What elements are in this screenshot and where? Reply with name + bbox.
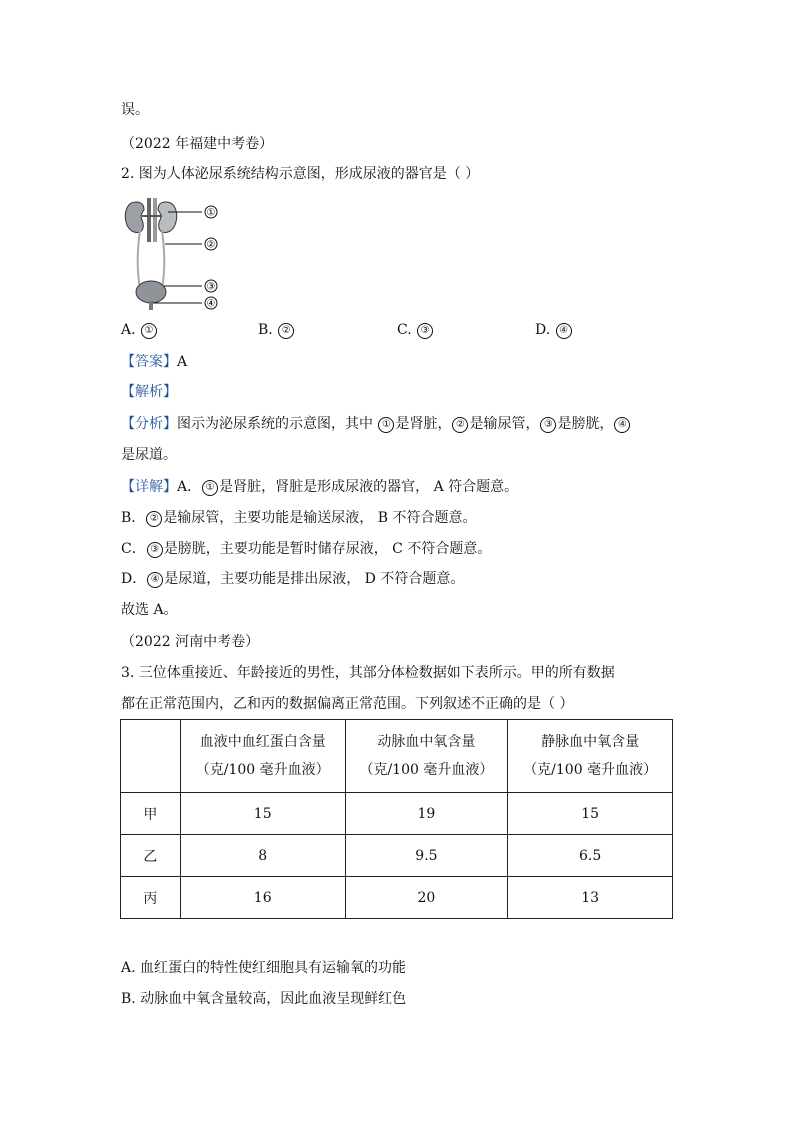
- option-letter: C.: [397, 322, 412, 338]
- xiangjie-d: [121, 569, 464, 589]
- q3-stem-2: 都在正常范围内，乙和丙的数据偏离正常范围。下列叙述不正确的是（ ）: [121, 696, 574, 712]
- q3-source: （2022 河南中考卷）: [121, 634, 260, 650]
- answer-line: [121, 352, 187, 372]
- analysis-label: 【解析】: [121, 384, 177, 400]
- option-mark: ④: [556, 323, 572, 339]
- mark-4: ④: [147, 572, 163, 588]
- label-2: ②: [206, 239, 216, 251]
- fenxi-text: 是输尿管，: [469, 416, 540, 432]
- mark-3: ③: [147, 542, 163, 558]
- label-3: ③: [206, 281, 216, 293]
- q3-option-b: B. 动脉血中氧含量较高，因此血液呈现鲜红色: [121, 991, 407, 1007]
- fenxi-text: 是肾脏，: [395, 416, 452, 432]
- cell: 15: [180, 793, 345, 835]
- cell: 20: [345, 877, 508, 919]
- label-1: ①: [206, 207, 216, 219]
- mark-1: ①: [202, 480, 218, 496]
- option-mark: ①: [141, 323, 157, 339]
- continuation-text: 误。: [121, 102, 149, 118]
- urinary-system-diagram: [122, 196, 252, 314]
- header-arterial-oxygen: 动脉血中氧含量 （克/100 毫升血液）: [345, 720, 508, 793]
- xiangjie-label: 【详解】: [121, 479, 177, 495]
- conclusion: 故选 A。: [121, 602, 178, 618]
- fenxi-text: 图示为泌尿系统的示意图，其中: [177, 416, 373, 432]
- row-name: 丙: [121, 877, 181, 919]
- q2-stem: 2. 图为人体泌尿系统结构示意图，形成尿液的器官是（ ）: [121, 166, 480, 182]
- q2-source: （2022 年福建中考卷）: [121, 136, 274, 152]
- cell: 8: [180, 835, 345, 877]
- q2-option-c: [397, 320, 434, 340]
- cell: 19: [345, 793, 508, 835]
- data-table: [120, 719, 673, 919]
- fenxi-text: 是膀胱，: [557, 416, 614, 432]
- answer-value: A: [177, 354, 188, 370]
- option-letter: D.: [535, 322, 551, 338]
- cell: 15: [508, 793, 673, 835]
- row-name: 乙: [121, 835, 181, 877]
- mark-2: ②: [146, 511, 162, 527]
- corner-cell: [121, 720, 181, 793]
- table-row: [121, 877, 673, 919]
- prefix: B．: [121, 510, 146, 526]
- table-header-row: [121, 720, 673, 793]
- cell: 13: [508, 877, 673, 919]
- cell: 16: [180, 877, 345, 919]
- prefix: C．: [121, 541, 146, 557]
- option-letter: A.: [121, 322, 136, 338]
- prefix: A．: [177, 479, 202, 495]
- mark-4: ④: [614, 417, 630, 433]
- mark-1: ①: [378, 417, 394, 433]
- answer-label: 【答案】: [121, 354, 177, 370]
- q3-option-a: A. 血红蛋白的特性使红细胞具有运输氧的功能: [121, 960, 407, 976]
- header-venous-oxygen: 静脉血中氧含量 （克/100 毫升血液）: [508, 720, 673, 793]
- fenxi-line-2: 是尿道。: [121, 447, 177, 463]
- text: 是尿道，主要功能是排出尿液， D 不符合题意。: [164, 571, 465, 587]
- q2-option-a: [121, 320, 158, 340]
- text: 是肾脏，肾脏是形成尿液的器官， A 符合题意。: [219, 479, 519, 495]
- label-4: ④: [206, 298, 216, 310]
- cell: 9.5: [345, 835, 508, 877]
- text: 是膀胱，主要功能是暂时储存尿液， C 不符合题意。: [163, 541, 492, 557]
- q2-option-d: [535, 320, 573, 340]
- header-hemoglobin: 血液中血红蛋白含量 （克/100 毫升血液）: [180, 720, 345, 793]
- fenxi-label: 【分析】: [121, 416, 177, 432]
- table-row: [121, 793, 673, 835]
- option-letter: B.: [258, 322, 273, 338]
- mark-2: ②: [452, 417, 468, 433]
- prefix: D．: [121, 571, 147, 587]
- option-mark: ③: [417, 323, 433, 339]
- q3-stem-1: 3. 三位体重接近、年龄接近的男性，其部分体检数据如下表所示。甲的所有数据: [121, 665, 615, 681]
- cell: 6.5: [508, 835, 673, 877]
- xiangjie-b: [121, 508, 476, 528]
- option-mark: ②: [278, 323, 294, 339]
- row-name: 甲: [121, 793, 181, 835]
- mark-3: ③: [540, 417, 556, 433]
- q2-option-b: [258, 320, 295, 340]
- text: 是输尿管，主要功能是输送尿液， B 不符合题意。: [163, 510, 477, 526]
- xiangjie-a: [121, 477, 518, 497]
- fenxi-line-1: [121, 414, 631, 434]
- table-row: [121, 835, 673, 877]
- xiangjie-c: [121, 539, 491, 559]
